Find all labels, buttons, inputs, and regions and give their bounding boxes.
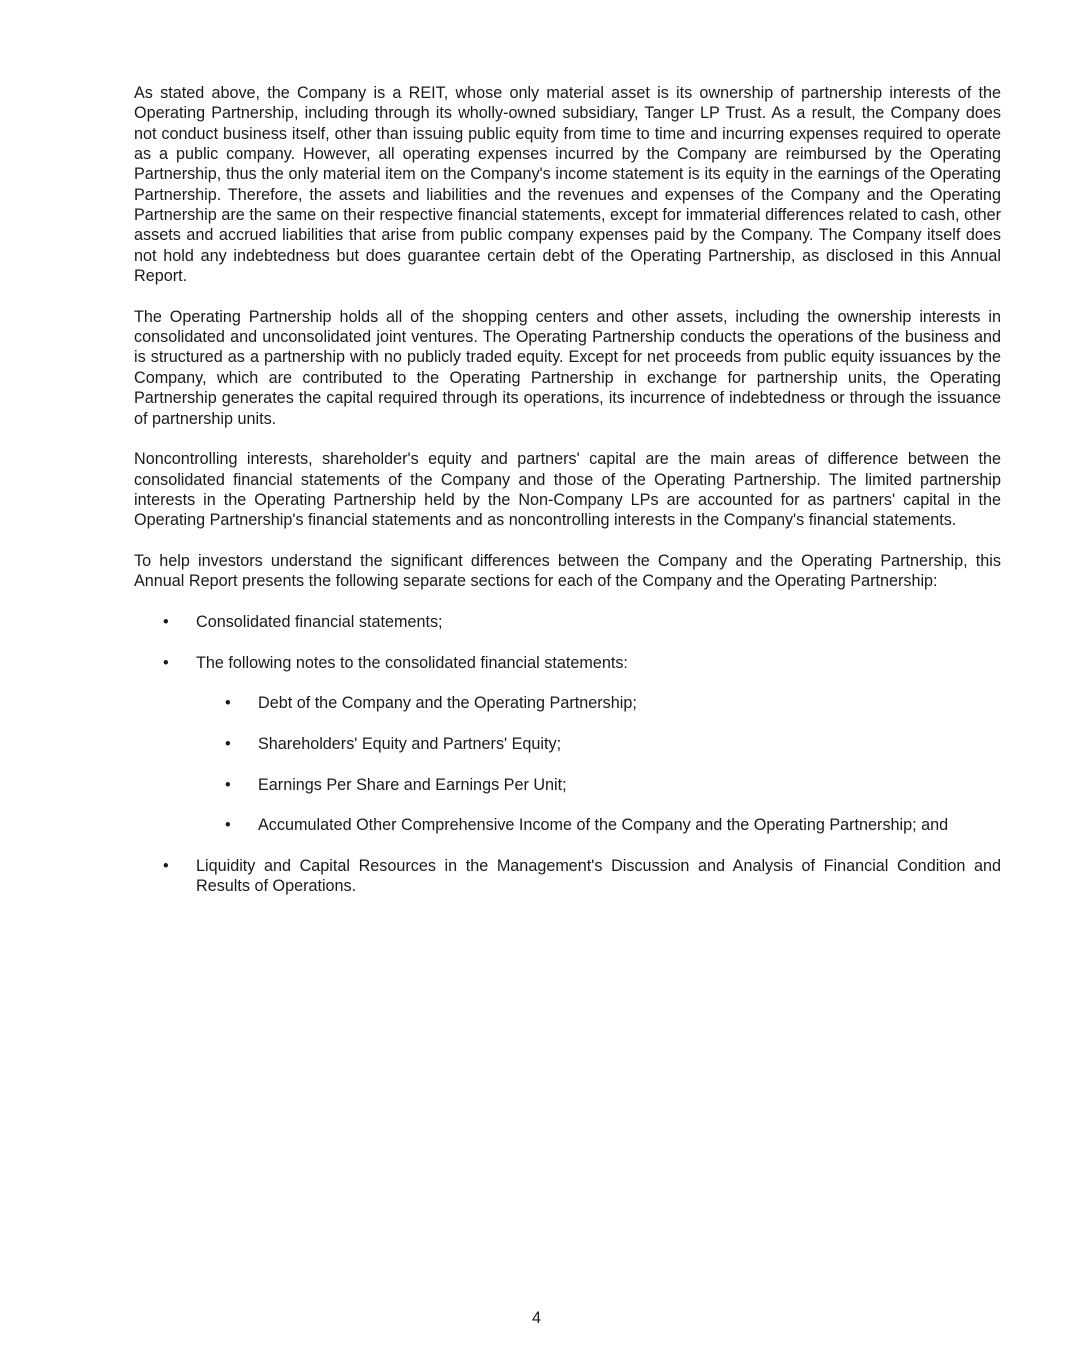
list-item-text: Earnings Per Share and Earnings Per Unit; xyxy=(258,775,567,794)
page-number: 4 xyxy=(531,1309,541,1327)
paragraph-noncontrolling-interests: Noncontrolling interests, shareholder's equity and partners' capital are the main areas of difference between the consolidated financial statements of the Company and those of the Operating Partnership. The limited partnership interests in the Operating Partnership held by the Non-Company LPs are accounted for as partners' capital in the Operating Partnership's financial statements and as noncontrolling interests in the Company's financial statements. xyxy=(134,450,1001,530)
list-item-text: Debt of the Company and the Operating Partnership; xyxy=(258,694,637,713)
sections-list xyxy=(134,612,1001,897)
paragraph-separate-sections-intro: To help investors understand the significant differences between the Company and the Operating Partnership, this Annual Report presents the following separate sections for each of the Company and the Operating Partnership: xyxy=(134,551,1001,591)
paragraph-operating-partnership: The Operating Partnership holds all of the shopping centers and other assets, including the ownership interests in consolidated and unconsolidated joint ventures. The Operating Partnership conducts the operations of the business and is structured as a partnership with no publicly traded equity. Except for net proceeds from public equity issuances by the Company, which are contributed to the Operating Partnership in exchange for partnership units, the Operating Partnership generates the capital required through its operations, its incurrence of indebtedness or through the issuance of partnership units. xyxy=(134,307,1001,428)
bullet-icon: • xyxy=(225,775,231,794)
list-item-text: Consolidated financial statements; xyxy=(196,612,443,631)
list-item xyxy=(134,653,1001,673)
bullet-icon: • xyxy=(163,857,169,876)
list-item-text: The following notes to the consolidated financial statements: xyxy=(196,653,628,672)
list-item-text: Shareholders' Equity and Partners' Equity; xyxy=(258,735,562,753)
bullet-icon: • xyxy=(163,612,169,631)
list-item-text: Liquidity and Capital Resources in the Management's Discussion and Analysis of Financial Condition and Results of Operations. xyxy=(196,857,1001,896)
sub-list-item xyxy=(134,693,1001,713)
sub-list-item xyxy=(134,815,1001,835)
bullet-icon: • xyxy=(225,735,231,753)
bullet-icon: • xyxy=(163,653,169,672)
sub-list-item xyxy=(134,775,1001,795)
list-item xyxy=(134,612,1001,632)
list-item xyxy=(134,856,1001,897)
bullet-icon: • xyxy=(225,816,231,835)
sub-list-item xyxy=(134,734,1001,754)
paragraph-reit-structure: As stated above, the Company is a REIT, whose only material asset is its ownership of partnership interests of the Operating Partnership, including through its wholly-owned subsidiary, Tanger LP Trust. As a result, the Company does not conduct business itself, other than issuing public equity from time to time and incurring expenses required to operate as a public company. However, all operating expenses incurred by the Company are reimbursed by the Operating Partnership, thus the only material item on the Company's income statement is its equity in the earnings of the Operating Partnership. Therefore, the assets and liabilities and the revenues and expenses of the Company and the Operating Partnership are the same on their respective financial statements, except for immaterial differences related to cash, other assets and accrued liabilities that arise from public company expenses paid by the Company. The Company itself does not hold any indebtedness but does guarantee certain debt of the Operating Partnership, as disclosed in this Annual Report. xyxy=(134,84,1001,286)
document-body xyxy=(134,83,1001,917)
bullet-icon: • xyxy=(225,694,231,713)
list-item-text: Accumulated Other Comprehensive Income of the Company and the Operating Partnership; and xyxy=(258,816,949,835)
